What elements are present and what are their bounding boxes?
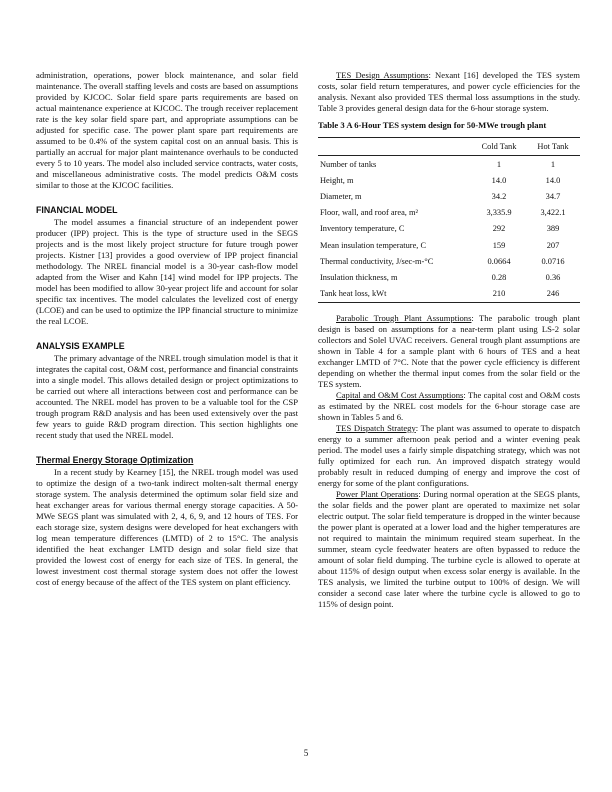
table-row	[318, 253, 580, 269]
table-cell: 292	[492, 224, 506, 234]
table-cell: 0.0716	[541, 256, 565, 266]
parabolic-trough-text: : The parabolic trough plant design is based on assumptions for a near-term plant using LS-2 solar collectors and Solel UVAC receivers. General trough plant assumptions are shown in Table 4 for a sample plant with 6 hours of TES and a heat exchanger LMTD of 7°C. Note that the power cycle efficiency is different depending on whether the thermal input comes from the solar field or the TES system.	[318, 312, 580, 389]
table-cell: 0.0664	[487, 256, 511, 266]
table-header-row	[318, 138, 580, 156]
paragraph-tes-design	[318, 70, 580, 114]
run-in-heading-power-plant-ops: Power Plant Operations	[336, 488, 419, 499]
page-number: 5	[303, 748, 309, 758]
table-cell: Number of tanks	[320, 159, 377, 169]
table-row	[318, 221, 580, 237]
table-cell: 210	[492, 289, 506, 299]
table-cell: 207	[546, 240, 560, 250]
tes-design-text: : Nexant [16] developed the TES system costs, solar field return temperatures, and power cycle efficiencies for the analysis. Nexant also provided TES thermal loss assumptions in the study. Table 3 provides general design data for the 6-hour storage system.	[318, 70, 580, 113]
run-in-heading-tes-dispatch: TES Dispatch Strategy	[336, 422, 416, 433]
table-cell: 0.36	[545, 272, 561, 282]
run-in-heading-capital-om: Capital and O&M Cost Assumptions	[336, 389, 464, 400]
table-row	[318, 269, 580, 285]
table-cell: 0.28	[491, 272, 507, 282]
table-cell: Insulation thickness, m	[320, 272, 398, 282]
heading-financial-model: FINANCIAL MODEL	[36, 205, 118, 215]
paragraph-capital-om-costs	[318, 390, 580, 423]
table-row	[318, 156, 580, 173]
paragraph-analysis-example: The primary advantage of the NREL trough simulation model is that it integrates the capital cost, O&M cost, performance and financial constraints into a single model. This allows detailed design or project optimizations to be carried out where all interactions between cost and performance can be accounted. The NREL model has proven to be a valuable tool for the CSP trough program R&D analysis and has been used extensively over the past few years to guide R&D program direction. This section highlights one recent study that used the NREL model.	[36, 353, 298, 440]
paragraph-power-plant-operations	[318, 489, 580, 610]
table-cell: 389	[546, 224, 560, 234]
table-cell: 3,422.1	[540, 208, 566, 218]
run-in-heading-parabolic-trough: Parabolic Trough Plant Assumptions	[336, 312, 472, 323]
heading-thermal-energy-storage: Thermal Energy Storage Optimization	[36, 455, 194, 465]
table-cell: Floor, wall, and roof area, m²	[320, 208, 418, 218]
table-cell: 159	[492, 240, 506, 250]
run-in-heading-tes-design: TES Design Assumptions	[336, 70, 429, 80]
table-cell: 1	[550, 159, 556, 169]
table-row	[318, 188, 580, 204]
table-header-cell	[318, 138, 472, 156]
table-row	[318, 237, 580, 253]
paragraph-om-intro: administration, operations, power block maintenance, and solar field maintenance. The overall staffing levels and costs are based on assumptions provided by KJCOC. Solar field spare parts requirements are based on actual maintenance experience at KJCOC. The trough receiver replacement rate is the key solar field spare part, and appropriate assumptions can be adjusted for specific case. The power plant spare part requirements are assumed to be 0.4% of the system capital cost on an annual basis. This is partially an accrual for major plant maintenance overhauls to be conducted every 5 to 10 years. The model also included service contracts, water costs, and miscellaneous administrative costs. The model predicts O&M costs similar to those at the KJCOC facilities.	[36, 70, 298, 190]
tes-dispatch-text: : The plant was assumed to operate to dispatch energy to a summer afternoon peak period and a winter evening peak period. The model uses a fairly simple dispatching strategy, which was not fully optimized for each run. An improved dispatch strategy would probably result in reduced dumping of energy and improve the cost of energy for some of the plant configurations.	[318, 422, 580, 488]
heading-analysis-example: ANALYSIS EXAMPLE	[36, 341, 125, 351]
table-cell: 246	[546, 289, 560, 299]
paragraph-parabolic-trough-plant	[318, 313, 580, 390]
table-cell: Tank heat loss, kWt	[320, 289, 387, 299]
table-cell: 1	[496, 159, 502, 169]
table-cell: 14.0	[491, 175, 507, 185]
table-row	[318, 172, 580, 188]
left-column	[36, 70, 298, 588]
table-cell: Thermal conductivity, J/sec-m-°C	[320, 256, 434, 266]
table-cell: Mean insulation temperature, C	[320, 240, 427, 250]
table-cell: Diameter, m	[320, 191, 362, 201]
paragraph-financial-model: The model assumes a financial structure of an independent power producer (IPP) project. This is the type of structure used in the SEGS projects and is the most likely project structure for future trough power projects. Kistner [13] provides a good overview of IPP project financial methodology. The NREL financial model is a 30-year cash-flow model adapted from the Wiser and Kahn [14] wind model for IPP projects. The model has been modified to allow 30-year project life and account for solar specific tax incentives. The model calculates the levelized cost of energy (LCOE) and can be used to optimize the IPP financial structure to minimize the real LCOE.	[36, 217, 298, 326]
table-cell: 3,335.9	[486, 208, 512, 218]
capital-om-text: : The capital cost and O&M costs as estimated by the NREL cost models for the 6-hour storage case are shown in Tables 5 and 6.	[318, 389, 580, 422]
table-cell: Inventory temperature, C	[320, 224, 405, 234]
table-cell: 34.7	[545, 191, 561, 201]
tes-design-table	[318, 137, 580, 303]
table-cell: Height, m	[320, 175, 354, 185]
table-header-cell: Hot Tank	[537, 142, 569, 151]
table-row	[318, 286, 580, 303]
power-plant-ops-text: : During normal operation at the SEGS plants, the solar fields and the power plant are operated to maximize net solar electric output. The solar field temperature is dropped in the winter because the power plant is operated at a lower load and the higher temperatures are not required to maintain the minimum required steam superheat. In the summer, steam cycle feedwater heaters are often bypassed to reduce the amount of solar field dumping. The turbine cycle is allowed to operate at about 115% of design output when excess solar energy is available. In the TES analysis, we limited the turbine output to 100% of design. We will consider a second case later where the turbine cycle is allowed to go to 115% of design point.	[318, 488, 580, 609]
paragraph-tes-dispatch	[318, 423, 580, 489]
table-3-caption: Table 3 A 6-Hour TES system design for 50-MWe trough plant	[318, 120, 547, 130]
table-cell: 34.2	[491, 191, 507, 201]
paragraph-thermal-energy-storage: In a recent study by Kearney [15], the NREL trough model was used to optimize the design of a two-tank indirect molten-salt thermal energy storage system. The analysis determined the optimum solar field size and heat exchanger areas for various thermal energy storage capacities. A 50-MWe SEGS plant was simulated with 2, 4, 6, 9, and 12 hours of TES. For each storage size, system designs were developed for heat exchangers with log mean temperature differences (LMTD) of 2 to 15°C. The analysis identified the heat exchanger LMTD design and solar field size that provided the lowest cost of energy for each size of TES. In general, the lowest investment cost thermal storage system does not offer the lowest cost of energy because of the affect of the TES system on plant efficiency.	[36, 467, 298, 587]
table-header-cell: Cold Tank	[481, 142, 517, 151]
table-row	[318, 205, 580, 221]
right-column	[318, 70, 580, 610]
table-cell: 14.0	[545, 175, 561, 185]
